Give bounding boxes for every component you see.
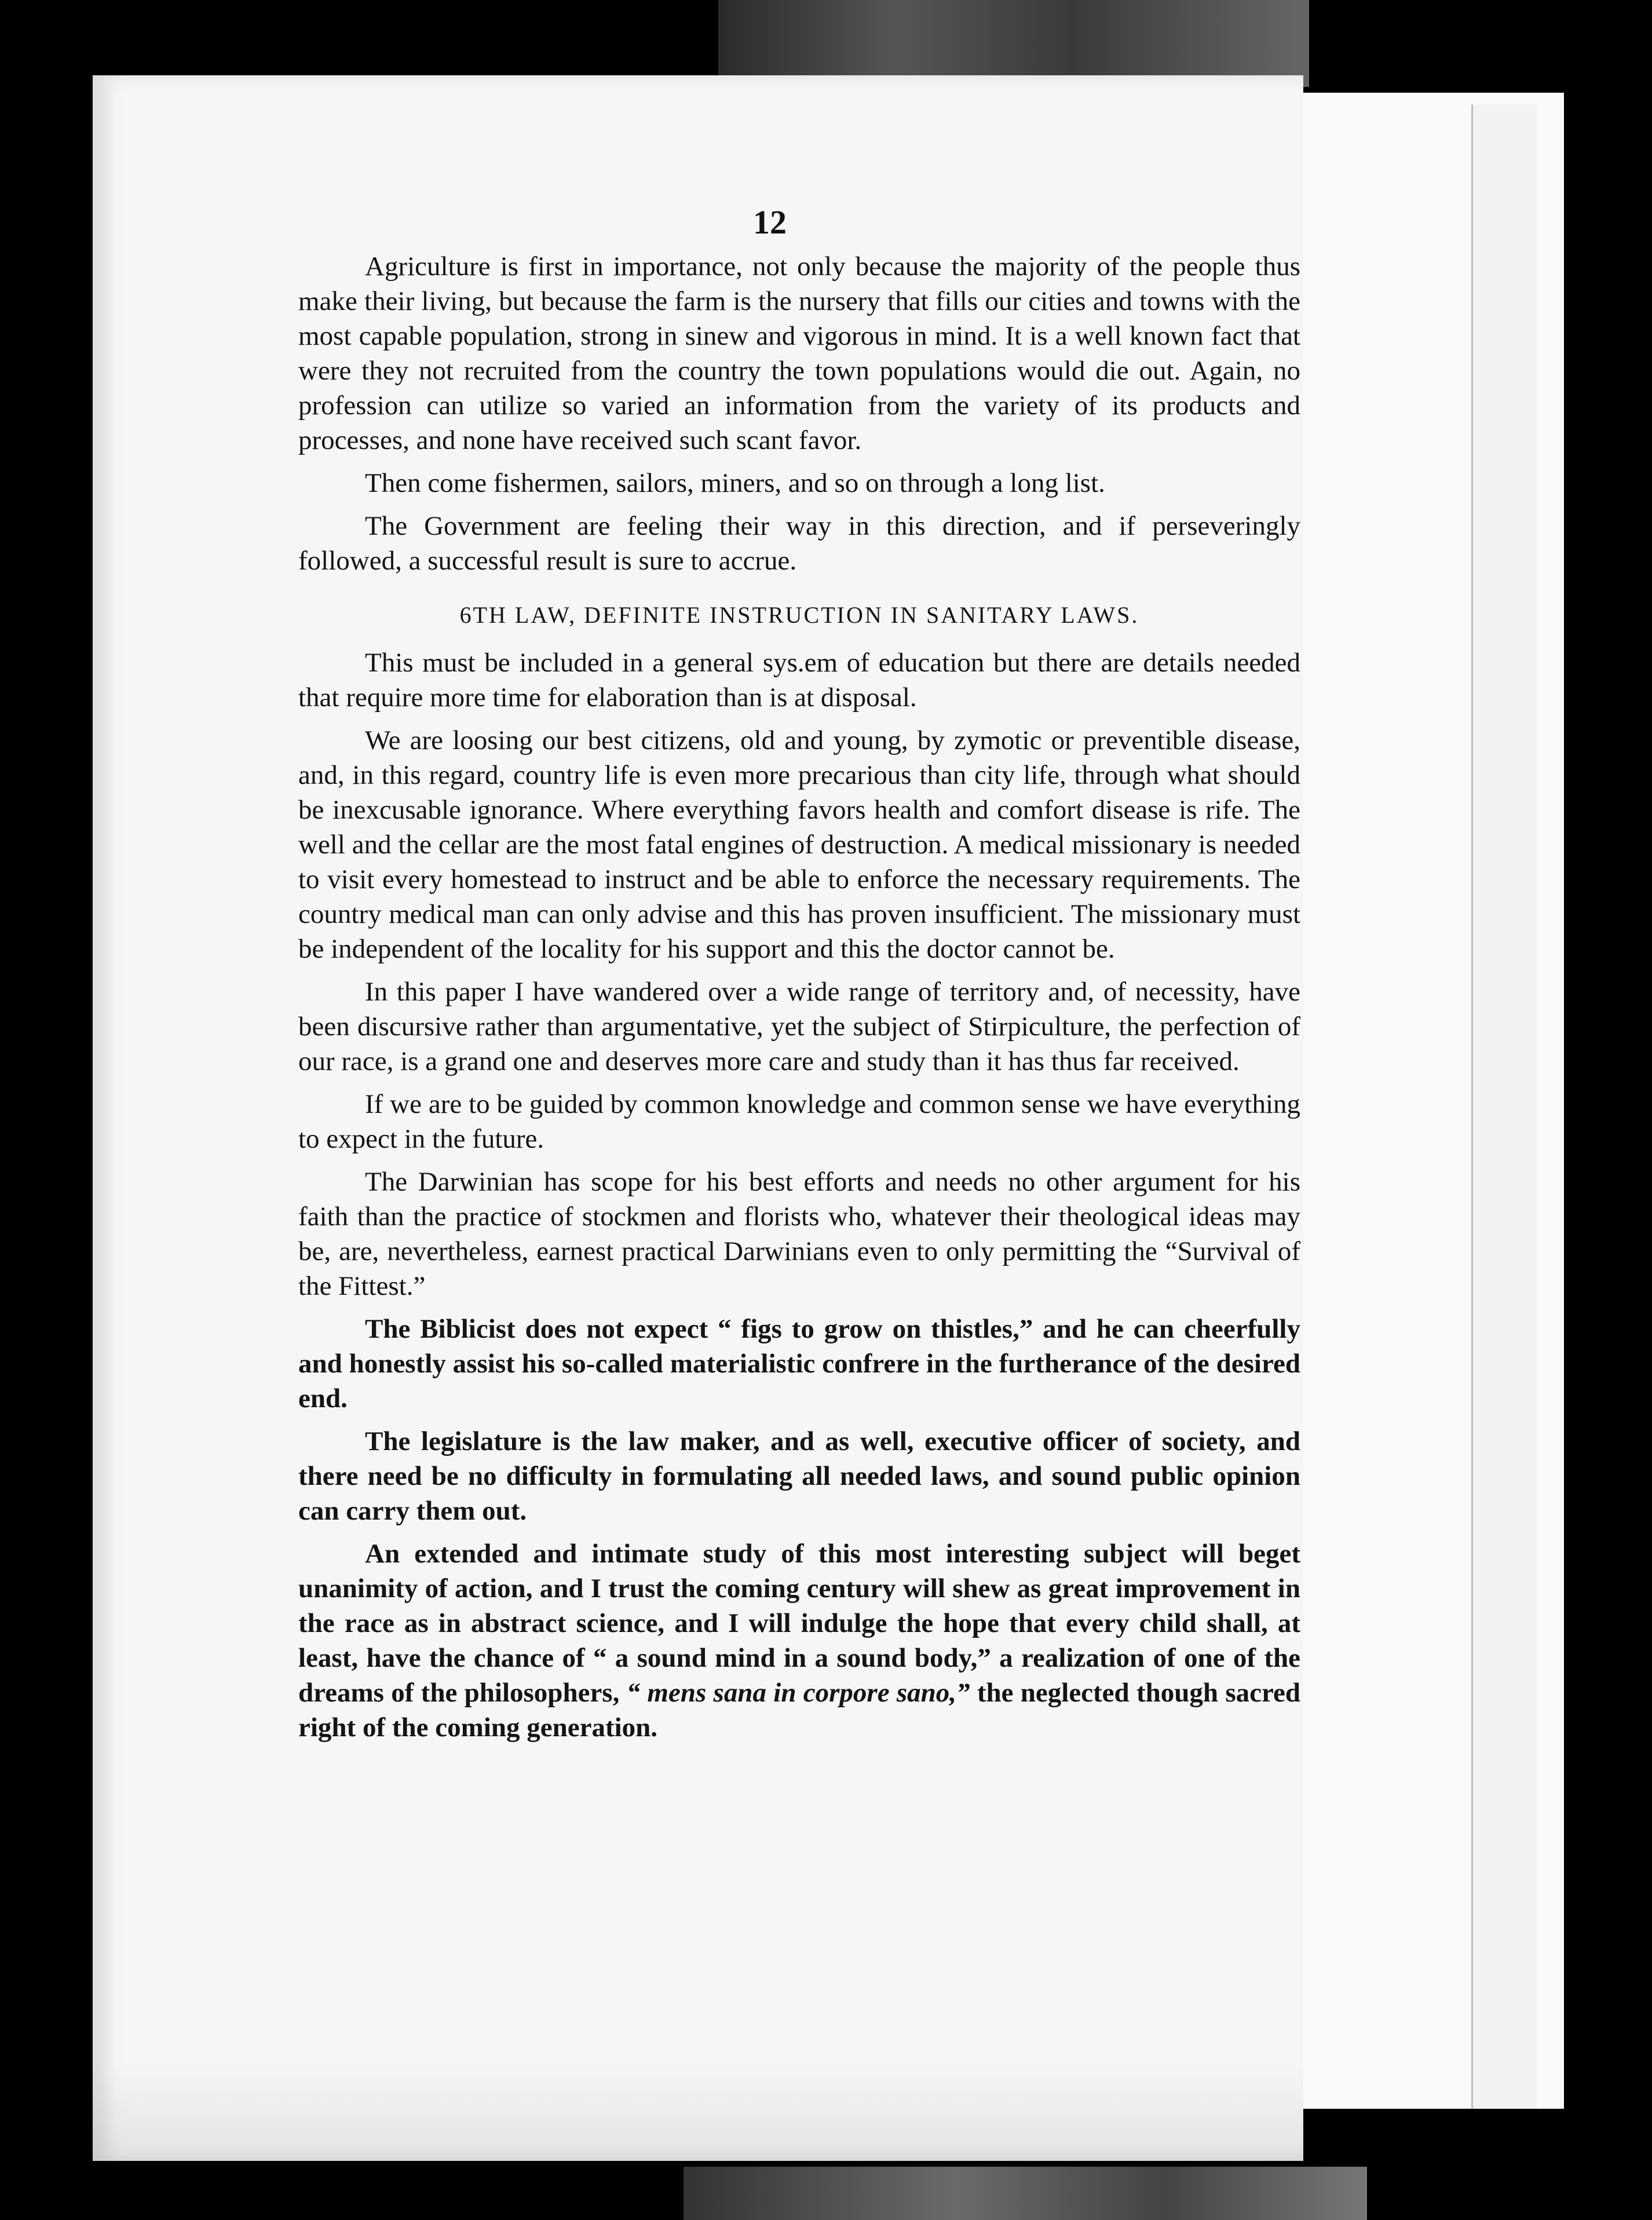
paragraph-education: This must be included in a general sys.em of education but there are details needed that require more time for elaboration than is at disposal. [298,648,1300,713]
section-heading: 6TH LAW, DEFINITE INSTRUCTION IN SANITARY LAWS. [459,602,1139,628]
page-shadow [93,2062,1303,2161]
paragraph-government: The Government are feeling their way in this direction, and if perseveringly followed, a successful result is sure to accrue. [298,511,1300,576]
conclusion-tail: the neglected though sacred right of the coming generation. [298,1678,1300,1743]
scan-bottom-edge [684,2167,1367,2220]
document-body [298,249,1300,1753]
latin-phrase: “ mens sana in corpore sano,” [626,1678,970,1708]
conclusion-text: An extended and intimate study of this most interesting subject will beget unanimity of action, and I trust the coming century will shew as great improvement in the race as in abstract science, and I will indulge the hope that every child shall, at least, have the chance of “ a sound mind in a sound body,” a realization of one of the dreams of the philosophers, [298,1539,1300,1708]
page-number: 12 [753,203,787,241]
paragraph-fishermen: Then come fishermen, sailors, miners, and so on through a long list. [365,468,1105,498]
scan-top-edge [718,0,1309,87]
paragraph-legislature: The legislature is the law maker, and as well, executive officer of society, and there need be no difficulty in formulating all needed laws, and sound public opinion can carry them out. [298,1426,1300,1526]
paragraph-darwinian: The Darwinian has scope for his best efforts and needs no other argument for his faith than the practice of stockmen and florists who, whatever their theological ideas may be, are, nevertheless, earnest practical Darwinians even to only permitting the “Survival of the Fittest.” [298,1167,1300,1301]
paragraph-agriculture: Agriculture is first in importance, not only because the majority of the people thus make their living, but because the farm is the nursery that fills our cities and towns with the most capable population, strong in sinew and vigorous in mind. It is a well known fact that were they not recruited from the country the town populations would die out. Again, no profession can utilize so varied an information from the variety of its products and processes, and none have received such scant favor. [298,251,1300,455]
page-edge [1471,104,1537,2109]
paragraph-stirpiculture: In this paper I have wandered over a wide range of territory and, of necessity, have been discursive rather than argumentative, yet the subject of Stirpiculture, the perfection of our race, is a grand one and deserves more care and study than it has thus far received. [298,977,1300,1076]
paragraph-biblicist: The Biblicist does not expect “ figs to grow on thistles,” and he can cheerfully and honestly assist his so-called materialistic confrere in the furtherance of the desired end. [298,1314,1300,1414]
paragraph-common-knowledge: If we are to be guided by common knowledge and common sense we have everything to expect in the future. [298,1089,1300,1154]
paragraph-conclusion [298,1536,1300,1745]
paragraph-zymotic: We are loosing our best citizens, old and young, by zymotic or preventible disease, and, in this regard, country life is even more precarious than city life, through what should be inexcusable ignorance. Where everything favors health and comfort disease is rife. The well and the cellar are the most fatal engines of destruction. A medical missionary is needed to visit every homestead to instruct and be able to enforce the necessary requirements. The country medical man can only advise and this has proven insufficient. The missionary must be independent of the locality for his support and this the doctor cannot be. [298,725,1300,964]
